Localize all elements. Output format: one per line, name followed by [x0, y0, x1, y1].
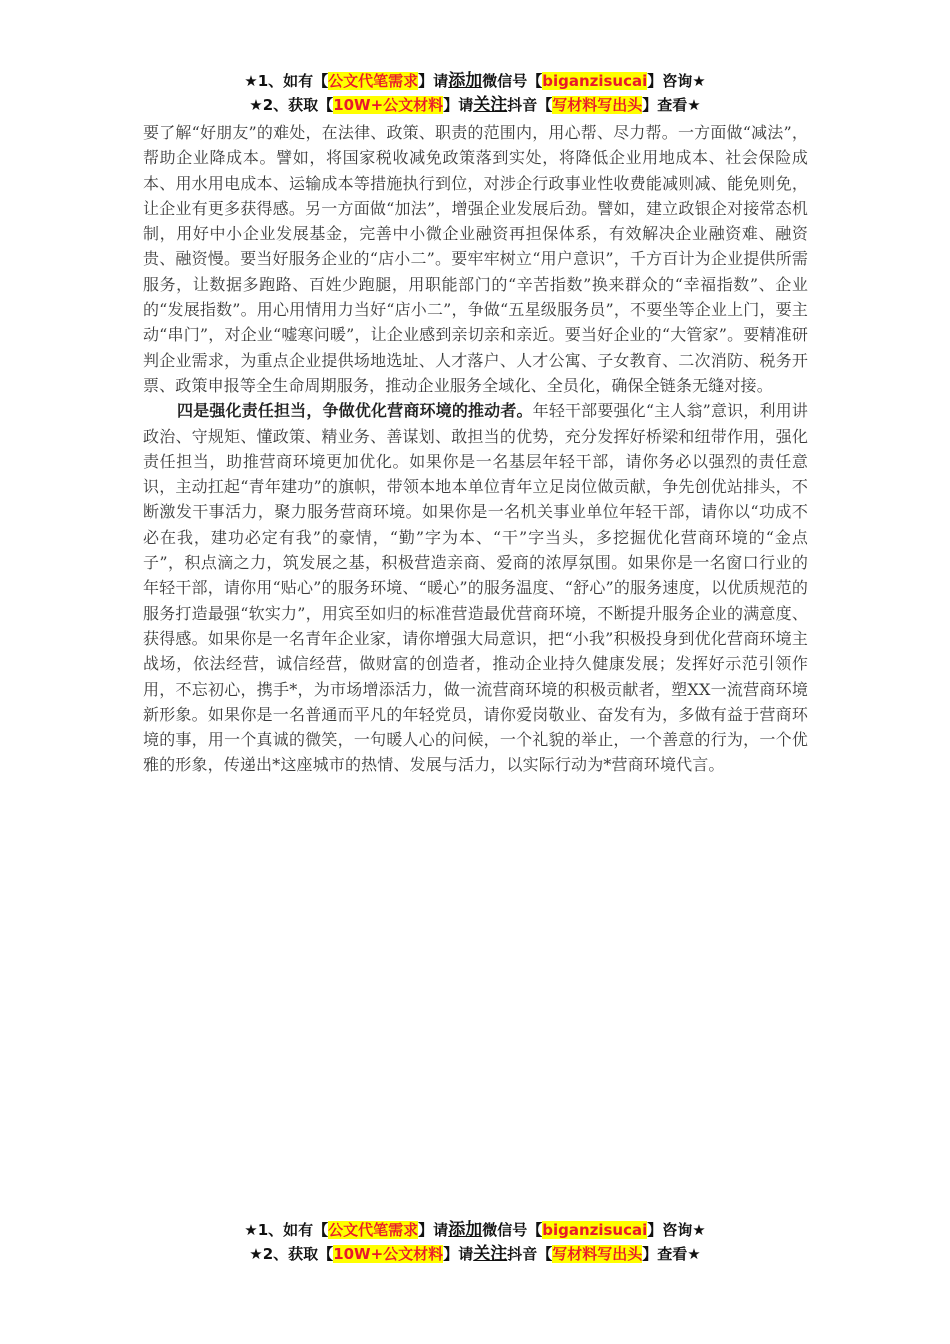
paragraph-text: 年轻干部要强化“主人翁”意识，利用讲政治、守规矩、懂政策、精业务、善谋划、敢担当的优势，充分发挥好桥梁和纽带作用，强化责任担当，助推营商环境更加优化。如果你是一名基层年轻干部，请你务必以强烈的责任意识，主动扛起“青年建功”的旗帜，带领本地本单位青年立足岗位做贡献，争先创优站排头，不断激发干事活力，聚力服务营商环境。如果你是一名机关事业单位年轻干部，请你以“功成不必在我，建功必定有我”的豪情，“勤”字为本、“干”字当头，多挖掘优化营商环境的“金点子”，积点滴之力，筑发展之基，积极营造亲商、爱商的浓厚氛围。如果你是一名窗口行业的年轻干部，请你用“贴心”的服务环境、“暖心”的服务温度、“舒心”的服务速度，以优质规范的服务打造最强“软实力”，用宾至如归的标准营造最优营商环境，不断提升服务企业的满意度、获得感。如果你是一名青年企业家，请你增强大局意识，把“小我”积极投身到优化营商环境主战场，依法经营，诚信经营，做财富的创造者，推动企业持久健康发展；发挥好示范引领作用，不忘初心，携手*，为市场增添活力，做一流营商环境的积极贡献者，塑XX一流营商环境新形象。如果你是一名普通而平凡的年轻党员，请你爱岗敬业、奋发有为，多做有益于营商环境的事，用一个真诚的微笑，一句暖人心的问候，一个礼貌的举止，一个善意的行为，一个优雅的形象，传递出*这座城市的热情、发展与活力，以实际行动为*营商环境代言。 [143, 401, 808, 775]
banner-line-2: ★2、获取【10W+公文材料】请关注抖音【写材料写出头】查看★ [249, 1244, 701, 1264]
banner-line-1: ★1、如有【公文代笔需求】请添加微信号【biganzisucai】咨询★ [244, 71, 706, 91]
paragraph [143, 398, 808, 777]
highlight-materials: 10W+公文材料 [333, 96, 444, 114]
highlight-ghostwriting: 公文代笔需求 [328, 1221, 419, 1239]
highlight-materials: 10W+公文材料 [333, 1245, 444, 1263]
paragraph: 要了解“好朋友”的难处，在法律、政策、职责的范围内，用心帮、尽力帮。一方面做“减法”，帮助企业降成本。譬如，将国家税收减免政策落到实处，将降低企业用地成本、社会保险成本、用水用电成本、运输成本等措施执行到位，对涉企行政事业性收费能减则减、能免则免，让企业有更多获得感。另一方面做“加法”，增强企业发展后劲。譬如，建立政银企对接常态机制，用好中小企业发展基金，完善中小微企业融资再担保体系，有效解决企业融资难、融资贵、融资慢。要当好服务企业的“店小二”。要牢牢树立“用户意识”，千方百计为企业提供所需服务，让数据多跑路、百姓少跑腿，用职能部门的“辛苦指数”换来群众的“幸福指数”、企业的“发展指数”。用心用情用力当好“店小二”，争做“五星级服务员”，不要坐等企业上门，要主动“串门”，对企业“嘘寒问暖”，让企业感到亲切亲和亲近。要当好企业的“大管家”。要精准研判企业需求，为重点企业提供场地选址、人才落户、人才公寓、子女教育、二次消防、税务开票、政策申报等全生命周期服务，推动企业服务全域化、全员化，确保全链条无缝对接。 [143, 123, 808, 395]
highlight-douyin-id: 写材料写出头 [552, 1245, 643, 1263]
header-banner [0, 69, 950, 117]
document-body [143, 120, 808, 778]
banner-line-1: ★1、如有【公文代笔需求】请添加微信号【biganzisucai】咨询★ [244, 1220, 706, 1240]
highlight-ghostwriting: 公文代笔需求 [328, 72, 419, 90]
footer-banner [0, 1218, 950, 1266]
highlight-wechat-id: biganzisucai [542, 72, 648, 90]
highlight-wechat-id: biganzisucai [542, 1221, 648, 1239]
banner-line-2: ★2、获取【10W+公文材料】请关注抖音【写材料写出头】查看★ [249, 95, 701, 115]
highlight-douyin-id: 写材料写出头 [552, 96, 643, 114]
paragraph-lead-heading: 四是强化责任担当，争做优化营商环境的推动者。 [177, 401, 533, 421]
